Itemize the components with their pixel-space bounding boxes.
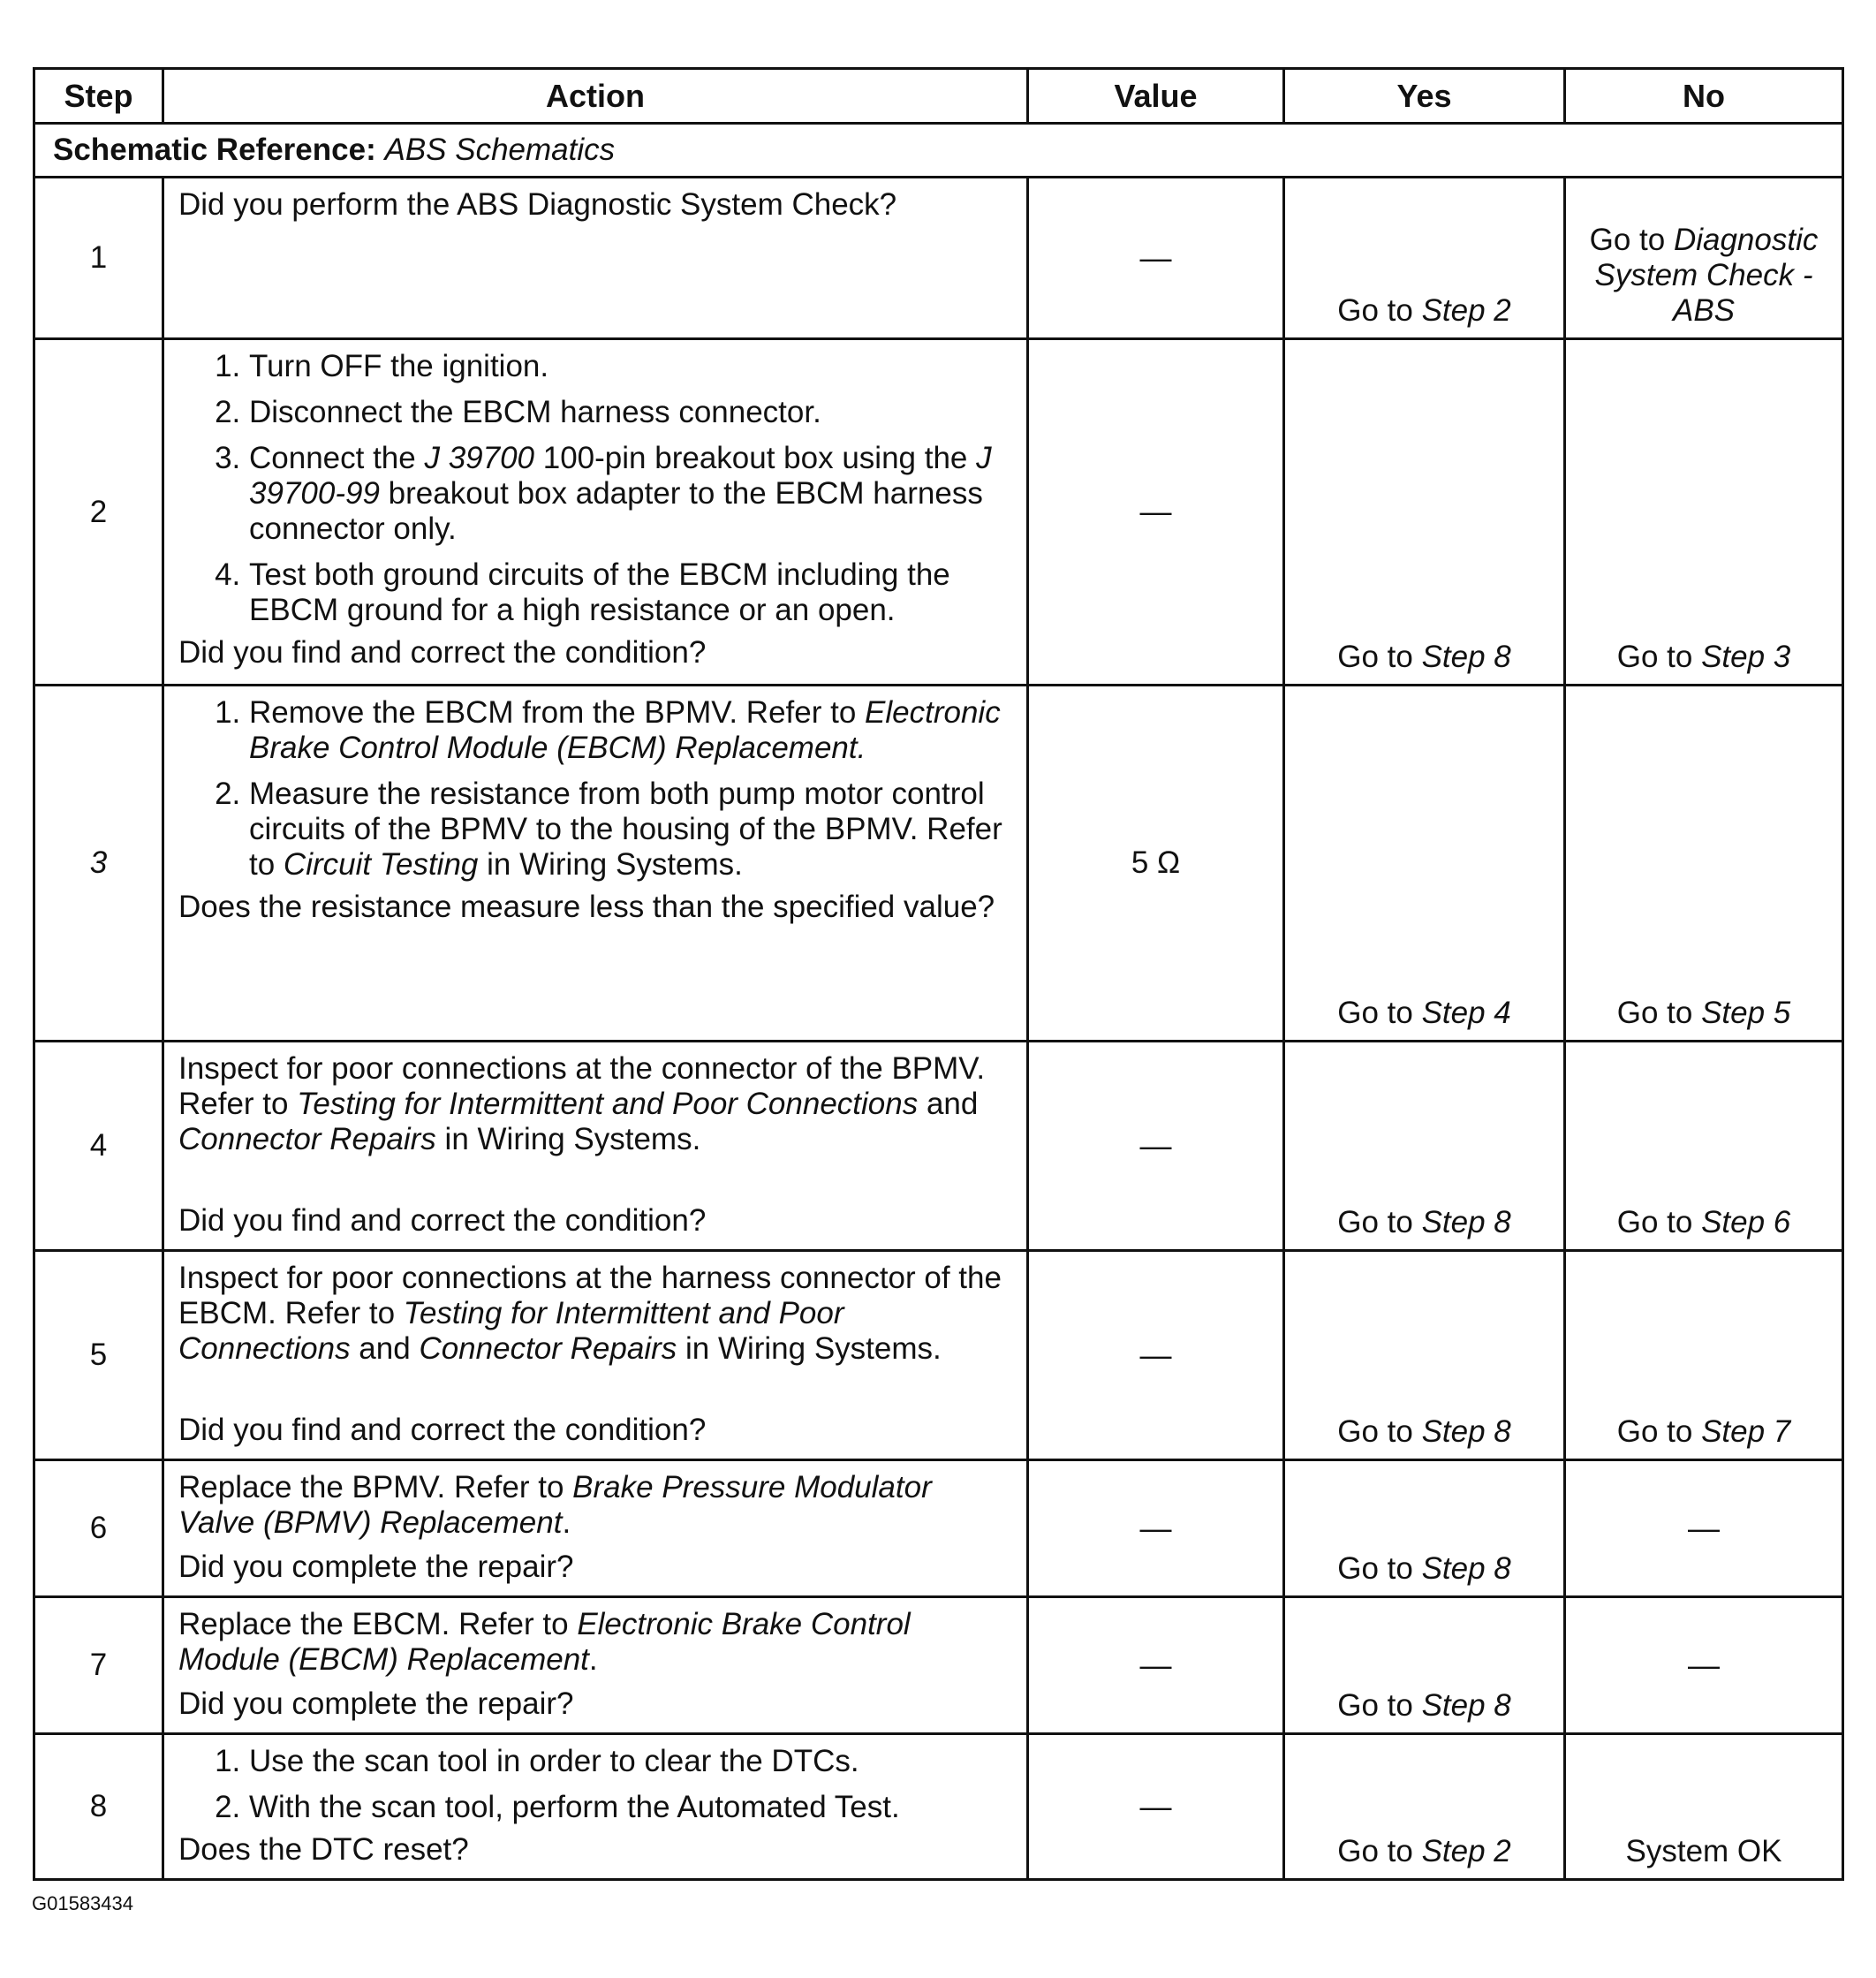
value-cell xyxy=(1028,1042,1284,1251)
table-row xyxy=(34,1734,1843,1880)
procedure-link[interactable]: Circuit Testing xyxy=(283,847,479,882)
diagnostic-table xyxy=(33,67,1844,1881)
step-question: Did you perform the ABS Diagnostic System Check? xyxy=(178,187,897,222)
no-cell xyxy=(1565,686,1843,1042)
text-run: Measure the resistance from both pump motor control circuits of the BPMV to the housing of the BPMV. Refer to xyxy=(249,777,1002,882)
procedure-link[interactable]: Electronic Brake Control Module (EBCM) Replacement. xyxy=(249,695,1001,765)
yes-cell xyxy=(1284,1042,1565,1251)
step-instruction xyxy=(178,1470,1014,1541)
action-cell xyxy=(163,1042,1028,1251)
no-link[interactable]: Step 3 xyxy=(1701,640,1791,674)
no-cell xyxy=(1565,339,1843,686)
procedure-list xyxy=(178,349,1014,628)
yes-prefix: Go to xyxy=(1337,1205,1422,1239)
yes-cell xyxy=(1284,1460,1565,1597)
action-cell xyxy=(163,686,1028,1042)
step-instruction xyxy=(178,1607,1014,1678)
value-text: — xyxy=(1139,1646,1172,1683)
text-run: in Wiring Systems. xyxy=(677,1331,942,1366)
value-text: — xyxy=(1139,1787,1172,1824)
no-link[interactable]: Step 6 xyxy=(1701,1205,1791,1239)
yes-prefix: Go to xyxy=(1337,1834,1422,1868)
step-instruction xyxy=(178,1261,1014,1367)
no-cell xyxy=(1565,1042,1843,1251)
procedure-link[interactable]: Electronic Brake Control Module (EBCM) Replacement xyxy=(178,1607,911,1677)
procedure-link[interactable]: Testing for Intermittent and Poor Connections xyxy=(178,1296,844,1366)
no-link[interactable]: Diagnostic System Check - ABS xyxy=(1594,223,1819,328)
step-question: Did you find and correct the condition? xyxy=(178,1203,707,1238)
action-cell xyxy=(163,339,1028,686)
yes-link[interactable]: Step 8 xyxy=(1421,1414,1511,1449)
step-question: Did you complete the repair? xyxy=(178,1550,574,1584)
value-text: — xyxy=(1139,1509,1172,1546)
no-prefix: Go to xyxy=(1616,1414,1702,1449)
text-run: Inspect for poor connections at the harness connector of the EBCM. Refer to xyxy=(178,1261,1002,1330)
action-cell xyxy=(163,178,1028,339)
table-row xyxy=(34,339,1843,686)
no-prefix: Go to xyxy=(1616,996,1702,1030)
table-row xyxy=(34,1460,1843,1597)
yes-prefix: Go to xyxy=(1337,996,1422,1030)
list-item: 1. Turn OFF the ignition. xyxy=(249,349,1014,384)
yes-prefix: Go to xyxy=(1337,293,1422,328)
no-link[interactable]: Step 7 xyxy=(1701,1414,1791,1449)
no-text: System OK xyxy=(1625,1834,1782,1868)
yes-prefix: Go to xyxy=(1337,640,1422,674)
step-question: Does the resistance measure less than the specified value? xyxy=(178,890,995,924)
step-number: 3 xyxy=(34,686,163,1042)
action-cell xyxy=(163,1597,1028,1734)
value-text: — xyxy=(1139,239,1172,276)
no-prefix: Go to xyxy=(1616,640,1702,674)
list-item: 2. With the scan tool, perform the Automated Test. xyxy=(249,1790,1014,1825)
step-number: 2 xyxy=(34,339,163,686)
value-cell xyxy=(1028,339,1284,686)
schematic-reference xyxy=(34,124,1843,178)
text-run: Connect the xyxy=(249,441,425,475)
value-cell xyxy=(1028,1734,1284,1880)
yes-link[interactable]: Step 8 xyxy=(1421,1551,1511,1586)
header-yes: Yes xyxy=(1284,69,1565,124)
list-item xyxy=(249,777,1014,883)
header-value: Value xyxy=(1028,69,1284,124)
no-text: — xyxy=(1688,1646,1720,1683)
action-cell xyxy=(163,1251,1028,1460)
no-cell xyxy=(1565,178,1843,339)
action-cell xyxy=(163,1460,1028,1597)
yes-link[interactable]: Step 8 xyxy=(1421,1688,1511,1723)
yes-prefix: Go to xyxy=(1337,1414,1422,1449)
header-row xyxy=(34,69,1843,124)
value-cell xyxy=(1028,1460,1284,1597)
text-run: . xyxy=(562,1505,571,1540)
step-number: 6 xyxy=(34,1460,163,1597)
value-text: — xyxy=(1139,493,1172,529)
text-run: and xyxy=(918,1087,979,1121)
step-question: Did you find and correct the condition? xyxy=(178,635,707,670)
yes-link[interactable]: Step 2 xyxy=(1421,1834,1511,1868)
value-cell xyxy=(1028,178,1284,339)
list-item xyxy=(249,695,1014,766)
table-row xyxy=(34,1042,1843,1251)
value-cell xyxy=(1028,1251,1284,1460)
text-run: Replace the EBCM. Refer to xyxy=(178,1607,578,1641)
table-row xyxy=(34,1597,1843,1734)
no-cell xyxy=(1565,1460,1843,1597)
tool-ref: J 39700 xyxy=(424,441,535,475)
step-number: 5 xyxy=(34,1251,163,1460)
step-instruction xyxy=(178,1051,1014,1157)
list-item: 2. Disconnect the EBCM harness connector. xyxy=(249,395,1014,430)
schematic-link[interactable]: ABS Schematics xyxy=(384,133,616,167)
no-prefix: Go to xyxy=(1616,1205,1702,1239)
text-run: Replace the BPMV. Refer to xyxy=(178,1470,573,1504)
procedure-list xyxy=(178,695,1014,883)
header-step: Step xyxy=(34,69,163,124)
tool-ref: J 39700-99 xyxy=(249,441,992,511)
yes-cell xyxy=(1284,1597,1565,1734)
yes-link[interactable]: Step 2 xyxy=(1421,293,1511,328)
yes-cell xyxy=(1284,686,1565,1042)
list-item: 4. Test both ground circuits of the EBCM including the EBCM ground for a high resistance or an open. xyxy=(249,557,1014,628)
value-text: 5 Ω xyxy=(1131,845,1181,880)
table-row xyxy=(34,1251,1843,1460)
text-run: Remove the EBCM from the BPMV. Refer to xyxy=(249,695,866,730)
yes-prefix: Go to xyxy=(1337,1688,1422,1723)
step-number: 4 xyxy=(34,1042,163,1251)
step-number: 1 xyxy=(34,178,163,339)
action-cell xyxy=(163,1734,1028,1880)
text-run: 100-pin breakout box using the xyxy=(534,441,977,475)
schematic-label: Schematic Reference: xyxy=(53,133,376,167)
procedure-list xyxy=(178,1744,1014,1825)
text-run: . xyxy=(588,1642,598,1677)
no-cell xyxy=(1565,1251,1843,1460)
no-text: — xyxy=(1688,1509,1720,1546)
list-item xyxy=(249,441,1014,547)
step-question: Does the DTC reset? xyxy=(178,1832,469,1867)
table-row xyxy=(34,686,1843,1042)
text-run: and xyxy=(350,1331,420,1366)
procedure-link[interactable]: Testing for Intermittent and Poor Connections xyxy=(297,1087,919,1121)
value-cell xyxy=(1028,1597,1284,1734)
header-no: No xyxy=(1565,69,1843,124)
step-question: Did you complete the repair? xyxy=(178,1686,574,1721)
value-cell xyxy=(1028,686,1284,1042)
procedure-link[interactable]: Brake Pressure Modulator Valve (BPMV) Replacement xyxy=(178,1470,932,1540)
yes-cell xyxy=(1284,339,1565,686)
no-cell xyxy=(1565,1734,1843,1880)
yes-cell xyxy=(1284,178,1565,339)
step-question: Did you find and correct the condition? xyxy=(178,1413,707,1447)
no-prefix: Go to xyxy=(1589,223,1674,257)
yes-cell xyxy=(1284,1251,1565,1460)
step-number: 7 xyxy=(34,1597,163,1734)
text-run: breakout box adapter to the EBCM harness connector only. xyxy=(249,476,983,546)
value-text: — xyxy=(1139,1336,1172,1373)
text-run: in Wiring Systems. xyxy=(435,1122,701,1156)
yes-link[interactable]: Step 4 xyxy=(1421,996,1511,1030)
yes-cell xyxy=(1284,1734,1565,1880)
no-link[interactable]: Step 5 xyxy=(1701,996,1791,1030)
value-text: — xyxy=(1139,1126,1172,1163)
figure-id: G01583434 xyxy=(32,1892,133,1914)
procedure-link[interactable]: Connector Repairs xyxy=(178,1122,436,1156)
text-run: Inspect for poor connections at the connector of the BPMV. Refer to xyxy=(178,1051,986,1121)
yes-prefix: Go to xyxy=(1337,1551,1422,1586)
schematic-reference-row xyxy=(34,124,1843,178)
header-action: Action xyxy=(163,69,1028,124)
step-number: 8 xyxy=(34,1734,163,1880)
yes-link[interactable]: Step 8 xyxy=(1421,640,1511,674)
text-run: in Wiring Systems. xyxy=(478,847,743,882)
table-row xyxy=(34,178,1843,339)
procedure-link[interactable]: Connector Repairs xyxy=(419,1331,677,1366)
yes-link[interactable]: Step 8 xyxy=(1421,1205,1511,1239)
list-item: 1. Use the scan tool in order to clear the DTCs. xyxy=(249,1744,1014,1779)
no-cell xyxy=(1565,1597,1843,1734)
